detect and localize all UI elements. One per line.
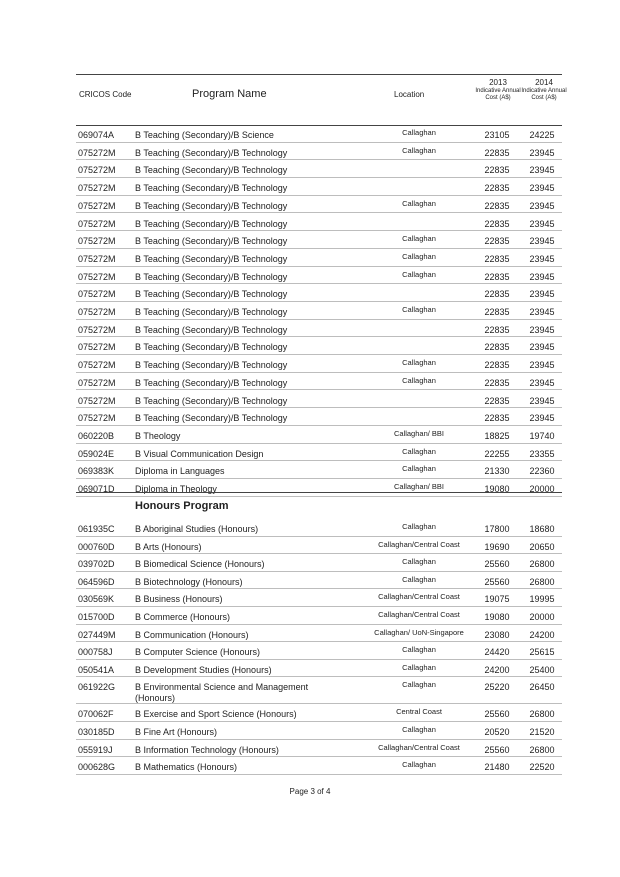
cost-2013-cell: 24420 bbox=[484, 647, 510, 658]
cost-2014-cell: 23945 bbox=[529, 183, 555, 194]
cost-2013-cell: 21480 bbox=[484, 762, 510, 773]
program-name-cell: B Teaching (Secondary)/B Technology bbox=[135, 200, 288, 211]
cost-2013-cell: 18825 bbox=[484, 430, 510, 441]
program-name-cell: B Teaching (Secondary)/B Technology bbox=[135, 236, 288, 247]
cricos-code-cell: 015700D bbox=[78, 612, 115, 622]
cricos-code-cell: 075272M bbox=[78, 165, 116, 176]
cricos-code-cell: 075272M bbox=[78, 342, 116, 353]
cost-2013-cell: 23080 bbox=[484, 629, 510, 640]
cricos-code-cell: 069074A bbox=[78, 130, 115, 140]
cost-2014-cell: 23945 bbox=[529, 377, 555, 388]
table-row bbox=[76, 537, 562, 555]
table-row bbox=[76, 642, 562, 660]
cricos-code-cell: 000628G bbox=[78, 762, 116, 773]
table-row bbox=[76, 143, 562, 161]
table-row bbox=[76, 444, 562, 462]
location-cell: Callaghan bbox=[402, 145, 436, 155]
cricos-code-cell: 075272M bbox=[78, 413, 116, 424]
cost-2013-cell: 21330 bbox=[484, 466, 510, 477]
table-row bbox=[76, 589, 562, 607]
location-cell: Central Coast bbox=[396, 707, 442, 717]
program-name-cell: B Exercise and Sport Science (Honours) bbox=[135, 709, 297, 720]
cost-2013-cell: 19690 bbox=[484, 541, 510, 552]
cost-2014-cell: 20650 bbox=[529, 541, 555, 552]
cost-2014-cell: 20000 bbox=[529, 612, 555, 622]
cost-2013-cell: 22835 bbox=[484, 183, 510, 194]
cricos-code-cell: 061922G bbox=[78, 682, 116, 693]
location-cell: Callaghan bbox=[402, 234, 436, 244]
cricos-code-cell: 000758J bbox=[78, 647, 113, 658]
program-name-cell: B Biomedical Science (Honours) bbox=[135, 559, 265, 570]
location-cell: Callaghan bbox=[402, 464, 436, 474]
cost-2014-cell: 26800 bbox=[529, 576, 555, 587]
program-name-cell: B Teaching (Secondary)/B Science bbox=[135, 130, 274, 140]
table-row bbox=[76, 391, 562, 409]
location-cell: Callaghan bbox=[402, 557, 436, 567]
table-row bbox=[76, 337, 562, 355]
cricos-code-cell: 075272M bbox=[78, 200, 116, 211]
cricos-code-cell: 070062F bbox=[78, 709, 114, 720]
cost-2013-cell: 22835 bbox=[484, 360, 510, 371]
location-cell: Callaghan bbox=[402, 680, 436, 690]
program-name-cell: B Teaching (Secondary)/B Technology bbox=[135, 360, 288, 371]
program-name-cell: B Commerce (Honours) bbox=[135, 612, 231, 622]
cost-2014-cell: 24200 bbox=[529, 629, 555, 640]
location-cell: Callaghan bbox=[402, 645, 436, 655]
program-name-cell: B Mathematics (Honours) bbox=[135, 762, 238, 773]
cost-2014-cell: 23945 bbox=[529, 165, 555, 176]
table-row bbox=[76, 625, 562, 643]
cost-2014-subheader: Indicative Annual Cost (A$) bbox=[521, 88, 567, 101]
cost-2014-cell: 26800 bbox=[529, 709, 555, 720]
cost-2014-cell: 23945 bbox=[529, 289, 555, 300]
cost-2013-cell: 25560 bbox=[484, 576, 510, 587]
cost-2014-cell: 23945 bbox=[529, 236, 555, 247]
program-name-header: Program Name bbox=[192, 88, 267, 100]
page-number: Page 3 of 4 bbox=[289, 787, 331, 796]
table-row bbox=[76, 677, 562, 704]
cricos-code-cell: 039702D bbox=[78, 559, 115, 570]
cost-2013-cell: 25560 bbox=[484, 709, 510, 720]
cost-2013-cell: 22835 bbox=[484, 395, 510, 406]
program-name-cell: B Teaching (Secondary)/B Technology bbox=[135, 342, 288, 353]
cost-2013-cell: 22835 bbox=[484, 413, 510, 424]
cricos-code-cell: 061935C bbox=[78, 524, 115, 534]
cost-2014-cell: 19995 bbox=[529, 594, 555, 605]
cricos-code-cell: 060220B bbox=[78, 430, 115, 441]
table-row bbox=[76, 373, 562, 391]
cricos-code-header: CRICOS Code bbox=[79, 90, 132, 99]
cost-2014-cell: 26450 bbox=[529, 682, 555, 693]
location-cell: Callaghan bbox=[402, 358, 436, 368]
section-rule bbox=[76, 492, 562, 493]
cost-2013-cell: 22835 bbox=[484, 200, 510, 211]
cost-2014-cell: 22360 bbox=[529, 466, 555, 477]
location-cell: Callaghan/ UoN-Singapore bbox=[374, 627, 464, 637]
cost-2014-cell: 23945 bbox=[529, 324, 555, 335]
cost-2013-cell: 25220 bbox=[484, 682, 510, 693]
table-row bbox=[76, 267, 562, 285]
cost-2013-cell: 22835 bbox=[484, 236, 510, 247]
cost-2014-cell: 22520 bbox=[529, 762, 555, 773]
location-cell: Callaghan/Central Coast bbox=[378, 539, 460, 549]
cost-2013-cell: 17800 bbox=[484, 524, 510, 534]
program-name-cell: B Aboriginal Studies (Honours) bbox=[135, 524, 259, 534]
program-name-cell: B Business (Honours) bbox=[135, 594, 223, 605]
cricos-code-cell: 069383K bbox=[78, 466, 115, 477]
cost-2013-cell: 22835 bbox=[484, 324, 510, 335]
program-name-cell: B Development Studies (Honours) bbox=[135, 664, 272, 675]
program-name-cell: B Teaching (Secondary)/B Technology bbox=[135, 413, 288, 424]
table-row bbox=[76, 607, 562, 625]
program-name-cell: B Teaching (Secondary)/B Technology bbox=[135, 183, 288, 194]
cricos-code-cell: 027449M bbox=[78, 629, 116, 640]
cost-2013-cell: 22835 bbox=[484, 253, 510, 264]
cost-2014-cell: 20000 bbox=[529, 484, 555, 494]
location-cell: Callaghan bbox=[402, 198, 436, 208]
cost-2014-cell: 18680 bbox=[529, 524, 555, 534]
cricos-code-cell: 064596D bbox=[78, 576, 115, 587]
table-row bbox=[76, 554, 562, 572]
cost-2013-cell: 22835 bbox=[484, 377, 510, 388]
cricos-code-cell: 075272M bbox=[78, 253, 116, 264]
location-header: Location bbox=[394, 90, 425, 99]
program-name-cell: B Teaching (Secondary)/B Technology bbox=[135, 377, 288, 388]
table-row bbox=[76, 320, 562, 338]
cricos-code-cell: 050541A bbox=[78, 664, 115, 675]
cricos-code-cell: 075272M bbox=[78, 360, 116, 371]
location-cell: Callaghan bbox=[402, 574, 436, 584]
table-row bbox=[76, 160, 562, 178]
program-name-cell: B Visual Communication Design bbox=[135, 448, 264, 459]
cost-2014-cell: 23945 bbox=[529, 200, 555, 211]
cost-2014-cell: 23945 bbox=[529, 342, 555, 353]
table-row bbox=[76, 722, 562, 740]
location-cell: Callaghan bbox=[402, 522, 436, 531]
location-cell: Callaghan bbox=[402, 446, 436, 456]
location-cell: Callaghan/Central Coast bbox=[378, 610, 460, 619]
location-cell: Callaghan bbox=[402, 725, 436, 734]
program-name-cell: B Fine Art (Honours) bbox=[135, 727, 218, 737]
table-row bbox=[76, 519, 562, 537]
cost-2013-subheader: Indicative Annual Cost (A$) bbox=[475, 88, 521, 101]
program-name-cell: B Teaching (Secondary)/B Technology bbox=[135, 165, 288, 176]
table-row bbox=[76, 214, 562, 232]
cost-2013-cell: 22255 bbox=[484, 448, 510, 459]
location-cell: Callaghan bbox=[402, 305, 436, 314]
cricos-code-cell: 030569K bbox=[78, 594, 115, 605]
table-row bbox=[76, 355, 562, 373]
program-name-cell: B Teaching (Secondary)/B Technology bbox=[135, 253, 288, 264]
honours-section-title: Honours Program bbox=[135, 500, 229, 512]
cricos-code-cell: 055919J bbox=[78, 744, 113, 755]
program-name-cell: B Computer Science (Honours) bbox=[135, 647, 261, 658]
cost-2013-cell: 22835 bbox=[484, 289, 510, 300]
location-cell: Callaghan/ BBI bbox=[393, 482, 445, 491]
cricos-code-cell: 030185D bbox=[78, 727, 115, 737]
cost-2014-cell: 23945 bbox=[529, 395, 555, 406]
cost-2014-cell: 23945 bbox=[529, 218, 555, 229]
cost-2013-cell: 19080 bbox=[484, 612, 510, 622]
program-name-cell: Diploma in Theology bbox=[135, 484, 217, 494]
table-row bbox=[76, 178, 562, 196]
cost-2013-cell: 22835 bbox=[484, 271, 510, 282]
cost-2013-cell: 22835 bbox=[484, 165, 510, 176]
program-name-cell: B Teaching (Secondary)/B Technology bbox=[135, 289, 288, 300]
program-name-cell: B Information Technology (Honours) bbox=[135, 744, 279, 755]
cricos-code-cell: 059024E bbox=[78, 448, 115, 459]
table-row bbox=[76, 572, 562, 590]
cricos-code-cell: 075272M bbox=[78, 324, 116, 335]
cricos-code-cell: 075272M bbox=[78, 236, 116, 247]
cricos-code-cell: 075272M bbox=[78, 183, 116, 194]
program-name-cell: B Environmental Science and Management (Honours) bbox=[135, 682, 309, 704]
table-row bbox=[76, 231, 562, 249]
location-cell: Callaghan bbox=[402, 375, 436, 385]
table-row bbox=[76, 249, 562, 267]
cost-2014-cell: 24225 bbox=[529, 130, 555, 140]
program-name-cell: B Theology bbox=[135, 430, 181, 441]
cost-2014-cell: 23945 bbox=[529, 413, 555, 424]
cost-2014-cell: 26800 bbox=[529, 559, 555, 570]
cost-2013-cell: 23105 bbox=[484, 130, 510, 140]
program-name-cell: B Teaching (Secondary)/B Technology bbox=[135, 147, 288, 158]
program-name-cell: B Teaching (Secondary)/B Technology bbox=[135, 271, 288, 282]
cricos-code-cell: 000760D bbox=[78, 541, 115, 552]
cost-2014-cell: 23945 bbox=[529, 253, 555, 264]
cost-2013-cell: 22835 bbox=[484, 147, 510, 158]
cricos-code-cell: 075272M bbox=[78, 307, 116, 317]
program-name-cell: B Arts (Honours) bbox=[135, 541, 202, 552]
cost-2014-cell: 23945 bbox=[529, 147, 555, 158]
cricos-code-cell: 075272M bbox=[78, 271, 116, 282]
year-2013-header: 2013 bbox=[489, 78, 507, 87]
table-row bbox=[76, 196, 562, 214]
cricos-code-cell: 069071D bbox=[78, 484, 115, 494]
cricos-code-cell: 075272M bbox=[78, 147, 116, 158]
table-row bbox=[76, 125, 562, 143]
table-row bbox=[76, 426, 562, 444]
location-cell: Callaghan/ BBI bbox=[393, 428, 445, 438]
table-row bbox=[76, 740, 562, 758]
location-cell: Callaghan bbox=[402, 128, 436, 137]
cost-2014-cell: 25615 bbox=[529, 647, 555, 658]
table-row bbox=[76, 461, 562, 479]
cost-2013-cell: 22835 bbox=[484, 307, 510, 317]
table-header bbox=[76, 74, 567, 125]
program-name-cell: B Teaching (Secondary)/B Technology bbox=[135, 324, 288, 335]
table-row bbox=[76, 284, 562, 302]
location-cell: Callaghan bbox=[402, 760, 436, 770]
table-row bbox=[76, 757, 562, 775]
cost-2013-cell: 19075 bbox=[484, 594, 510, 605]
cost-2014-cell: 21520 bbox=[529, 727, 555, 737]
table-row bbox=[76, 408, 562, 426]
cost-2013-cell: 22835 bbox=[484, 218, 510, 229]
cricos-code-cell: 075272M bbox=[78, 395, 116, 406]
cost-2014-cell: 23945 bbox=[529, 271, 555, 282]
program-name-cell: B Teaching (Secondary)/B Technology bbox=[135, 218, 288, 229]
cost-2014-cell: 23945 bbox=[529, 360, 555, 371]
cricos-code-cell: 075272M bbox=[78, 218, 116, 229]
table-row bbox=[76, 302, 562, 320]
cost-2013-cell: 25560 bbox=[484, 744, 510, 755]
table-row bbox=[76, 479, 562, 497]
program-name-cell: B Teaching (Secondary)/B Technology bbox=[135, 307, 288, 317]
cost-2014-cell: 25400 bbox=[529, 664, 555, 675]
cost-2014-cell: 19740 bbox=[529, 430, 555, 441]
cost-2014-cell: 23945 bbox=[529, 307, 555, 317]
program-name-cell: B Teaching (Secondary)/B Technology bbox=[135, 395, 288, 406]
location-cell: Callaghan bbox=[402, 662, 436, 672]
location-cell: Callaghan/Central Coast bbox=[378, 592, 460, 602]
cost-2013-cell: 19080 bbox=[484, 484, 510, 494]
cost-2013-cell: 20520 bbox=[484, 727, 510, 737]
program-name-cell: B Communication (Honours) bbox=[135, 629, 249, 640]
table-row bbox=[76, 704, 562, 722]
cricos-code-cell: 075272M bbox=[78, 377, 116, 388]
program-name-cell: Diploma in Languages bbox=[135, 466, 225, 477]
year-2014-header: 2014 bbox=[535, 78, 553, 87]
location-cell: Callaghan/Central Coast bbox=[378, 742, 460, 752]
cost-2013-cell: 22835 bbox=[484, 342, 510, 353]
cost-2014-cell: 23355 bbox=[529, 448, 555, 459]
cost-2013-cell: 24200 bbox=[484, 664, 510, 675]
program-name-cell: B Biotechnology (Honours) bbox=[135, 576, 243, 587]
cost-2014-cell: 26800 bbox=[529, 744, 555, 755]
table-row bbox=[76, 660, 562, 678]
location-cell: Callaghan bbox=[402, 251, 436, 261]
location-cell: Callaghan bbox=[402, 269, 436, 279]
cost-2013-cell: 25560 bbox=[484, 559, 510, 570]
cricos-code-cell: 075272M bbox=[78, 289, 116, 300]
